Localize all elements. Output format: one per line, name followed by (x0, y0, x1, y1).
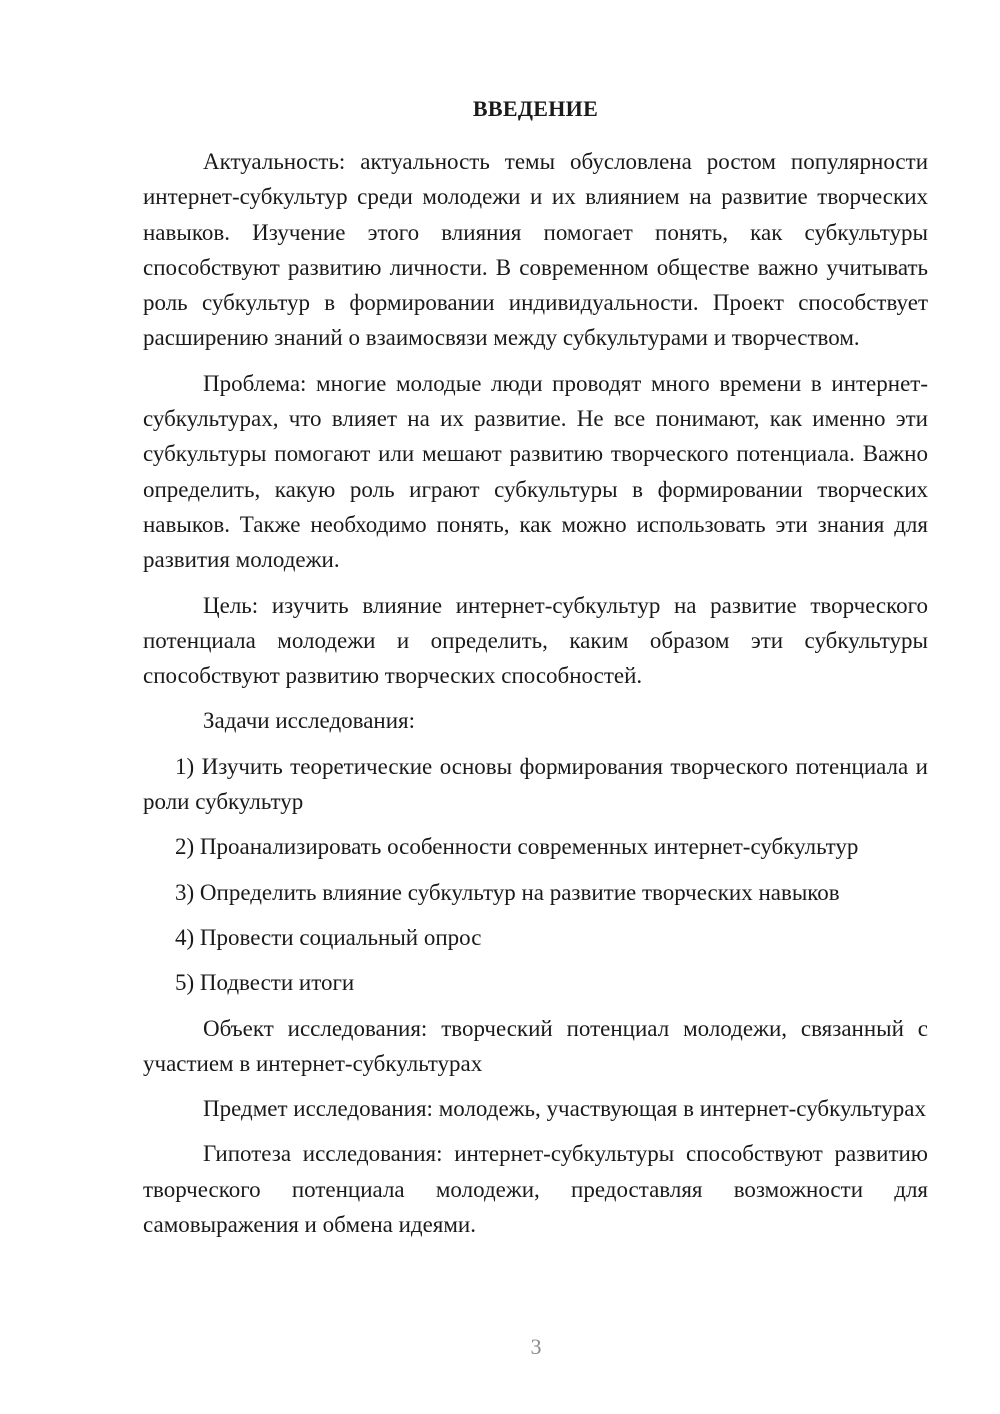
object-paragraph: Объект исследования: творческий потенциал молодежи, связанный с участием в интернет-субкультурах (143, 1015, 928, 1076)
task-item: 2) Проанализировать особенности современных интернет-субкультур (175, 834, 859, 860)
page-number: 3 (530, 1334, 542, 1359)
problem-paragraph: Проблема: многие молодые люди проводят много времени в интернет-субкультурах, что влияет на их развитие. Не все понимают, как именно эти субкультуры помогают или мешают развитию творческого потенциала. Важно определить, какую роль играют субкультуры в формировании творческих навыков. Также необходимо понять, как можно использовать эти знания для развития молодежи. (143, 370, 928, 573)
task-item: 4) Провести социальный опрос (175, 924, 482, 950)
hypothesis-paragraph: Гипотеза исследования: интернет-субкультуры способствуют развитию творческого потенциала молодежи, предоставляя возможности для самовыражения и обмена идеями. (143, 1141, 928, 1238)
task-item: 5) Подвести итоги (175, 970, 355, 996)
section-title: ВВЕДЕНИЕ (472, 96, 599, 121)
relevance-paragraph: Актуальность: актуальность темы обусловлена ростом популярности интернет-субкультур среди молодежи и их влиянием на развитие творческих навыков. Изучение этого влияния помогает понять, как субкультуры способствуют развитию личности. В современном обществе важно учитывать роль субкультур в формировании индивидуальности. Проект способствует расширению знаний о взаимосвязи между субкультурами и творчеством. (143, 149, 928, 351)
task-item: 3) Определить влияние субкультур на развитие творческих навыков (175, 879, 840, 905)
task-item: 1) Изучить теоретические основы формирования творческого потенциала и роли субкультур (143, 753, 928, 815)
subject-paragraph: Предмет исследования: молодежь, участвующая в интернет-субкультурах (203, 1096, 926, 1122)
tasks-heading: Задачи исследования: (203, 708, 416, 734)
page-content (143, 92, 928, 1242)
goal-paragraph: Цель: изучить влияние интернет-субкультур на развитие творческого потенциала молодежи и определить, каким образом эти субкультуры способствуют развитию творческих способностей. (143, 592, 928, 689)
